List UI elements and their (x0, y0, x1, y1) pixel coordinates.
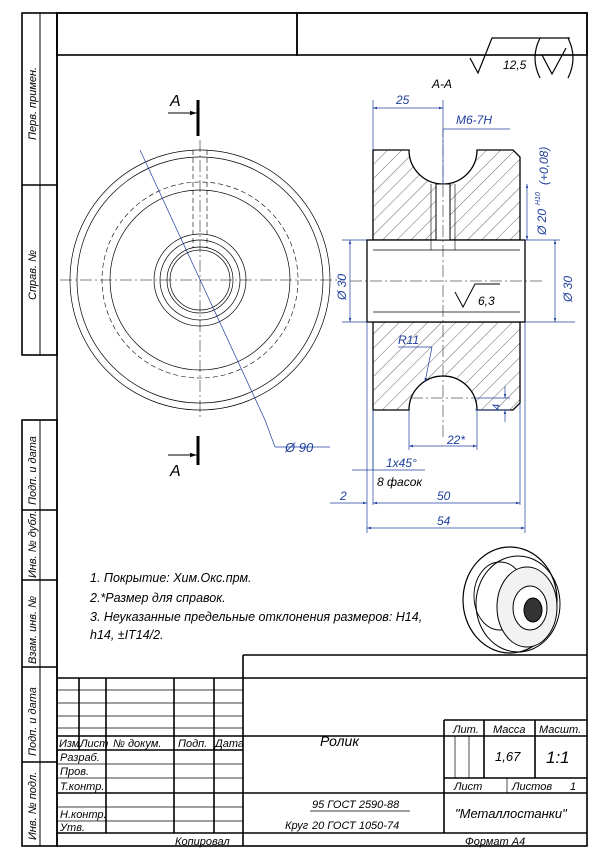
top-left-box (57, 13, 297, 55)
drawing-frame (57, 13, 587, 846)
title-block (57, 655, 587, 848)
hdr-list: Лист (80, 738, 109, 750)
note-2: 2.*Размер для справок. (90, 591, 226, 605)
section-view (350, 77, 545, 440)
chamfer-count: 8 фасок (377, 475, 423, 489)
dim-d30-right: Ø 30 (561, 275, 575, 302)
hdr-doc-no: № докум. (113, 738, 162, 750)
list-label: Лист (454, 781, 483, 793)
side-perv-primen: Перв. примен. (27, 66, 39, 140)
massa-value: 1,67 (495, 749, 521, 764)
part-name: Ролик (320, 733, 359, 749)
technical-notes (89, 571, 422, 642)
material-bottom: 20 ГОСТ 1050-74 (312, 820, 400, 832)
note-3b: h14, ±IT14/2. (90, 628, 164, 642)
dim-4: 4 (491, 403, 503, 410)
masshtab-label: Масшт. (539, 724, 582, 736)
dim-r11: R11 (398, 333, 420, 347)
section-label: А-А (432, 77, 453, 91)
masshtab-value: 1:1 (546, 748, 570, 767)
roughness-symbol (470, 38, 573, 78)
roughness-value: 12,5 (503, 58, 527, 72)
note-1: 1. Покрытие: Хим.Окс.прм. (90, 571, 252, 585)
top-right-box (297, 13, 587, 55)
dim-d90: Ø 90 (285, 440, 314, 455)
dim-d20: Ø 20 (535, 208, 549, 235)
dim-2: 2 (340, 489, 347, 503)
row-nkontr: Н.контр. (60, 809, 107, 821)
dim-d30-left: Ø 30 (335, 273, 349, 300)
front-view (60, 140, 345, 455)
listov-value: 1 (570, 781, 577, 793)
note-3a: 3. Неуказанные предельные отклонения размеров: H14, (90, 610, 423, 624)
row-prov: Пров. (60, 766, 90, 778)
hdr-podp: Подп. (178, 738, 208, 750)
side-inv-dubl: Инв. № дубл. (27, 510, 39, 578)
side-podp-data-2: Подп. и дата (27, 687, 39, 756)
massa-label: Масса (493, 724, 526, 736)
row-razrab: Разраб. (60, 752, 100, 764)
thread-m6: М6-7Н (456, 113, 493, 127)
side-strip (22, 13, 57, 846)
dim-25: 25 (396, 93, 410, 107)
dim-50: 50 (437, 489, 451, 503)
row-utv: Утв. (60, 822, 85, 834)
hdr-data: Дата (215, 738, 245, 750)
roller-3d-view (463, 547, 560, 653)
side-inv-podl: Инв. № подл. (27, 771, 39, 840)
hdr-izm: Изм. (59, 738, 83, 750)
side-podp-data-1: Подп. и дата (27, 436, 39, 505)
fit-h10: H10 (535, 192, 542, 205)
material-type: Круг (285, 820, 309, 832)
marker-a-bottom: А (170, 463, 181, 480)
kopiroval: Копировал (175, 836, 230, 848)
roughness-6-3: 6,3 (478, 294, 495, 308)
marker-a-top: А (170, 93, 181, 110)
company-name: "Металлостанки" (455, 806, 567, 821)
material-top: 95 ГОСТ 2590-88 (312, 799, 400, 811)
dim-tolerance: (+0,08) (537, 146, 551, 185)
dim-22: 22* (447, 433, 466, 447)
listov-label: Листов (512, 781, 553, 793)
side-vzam-inv: Взам. инв. № (27, 595, 39, 664)
lit-label: Лит. (453, 724, 479, 736)
row-tkontr: Т.контр. (60, 781, 105, 793)
dim-chamfer: 1x45° (386, 456, 417, 470)
dim-54: 54 (437, 514, 451, 528)
side-sprav-no: Справ. № (27, 250, 39, 300)
format-a4: Формат А4 (465, 836, 526, 848)
